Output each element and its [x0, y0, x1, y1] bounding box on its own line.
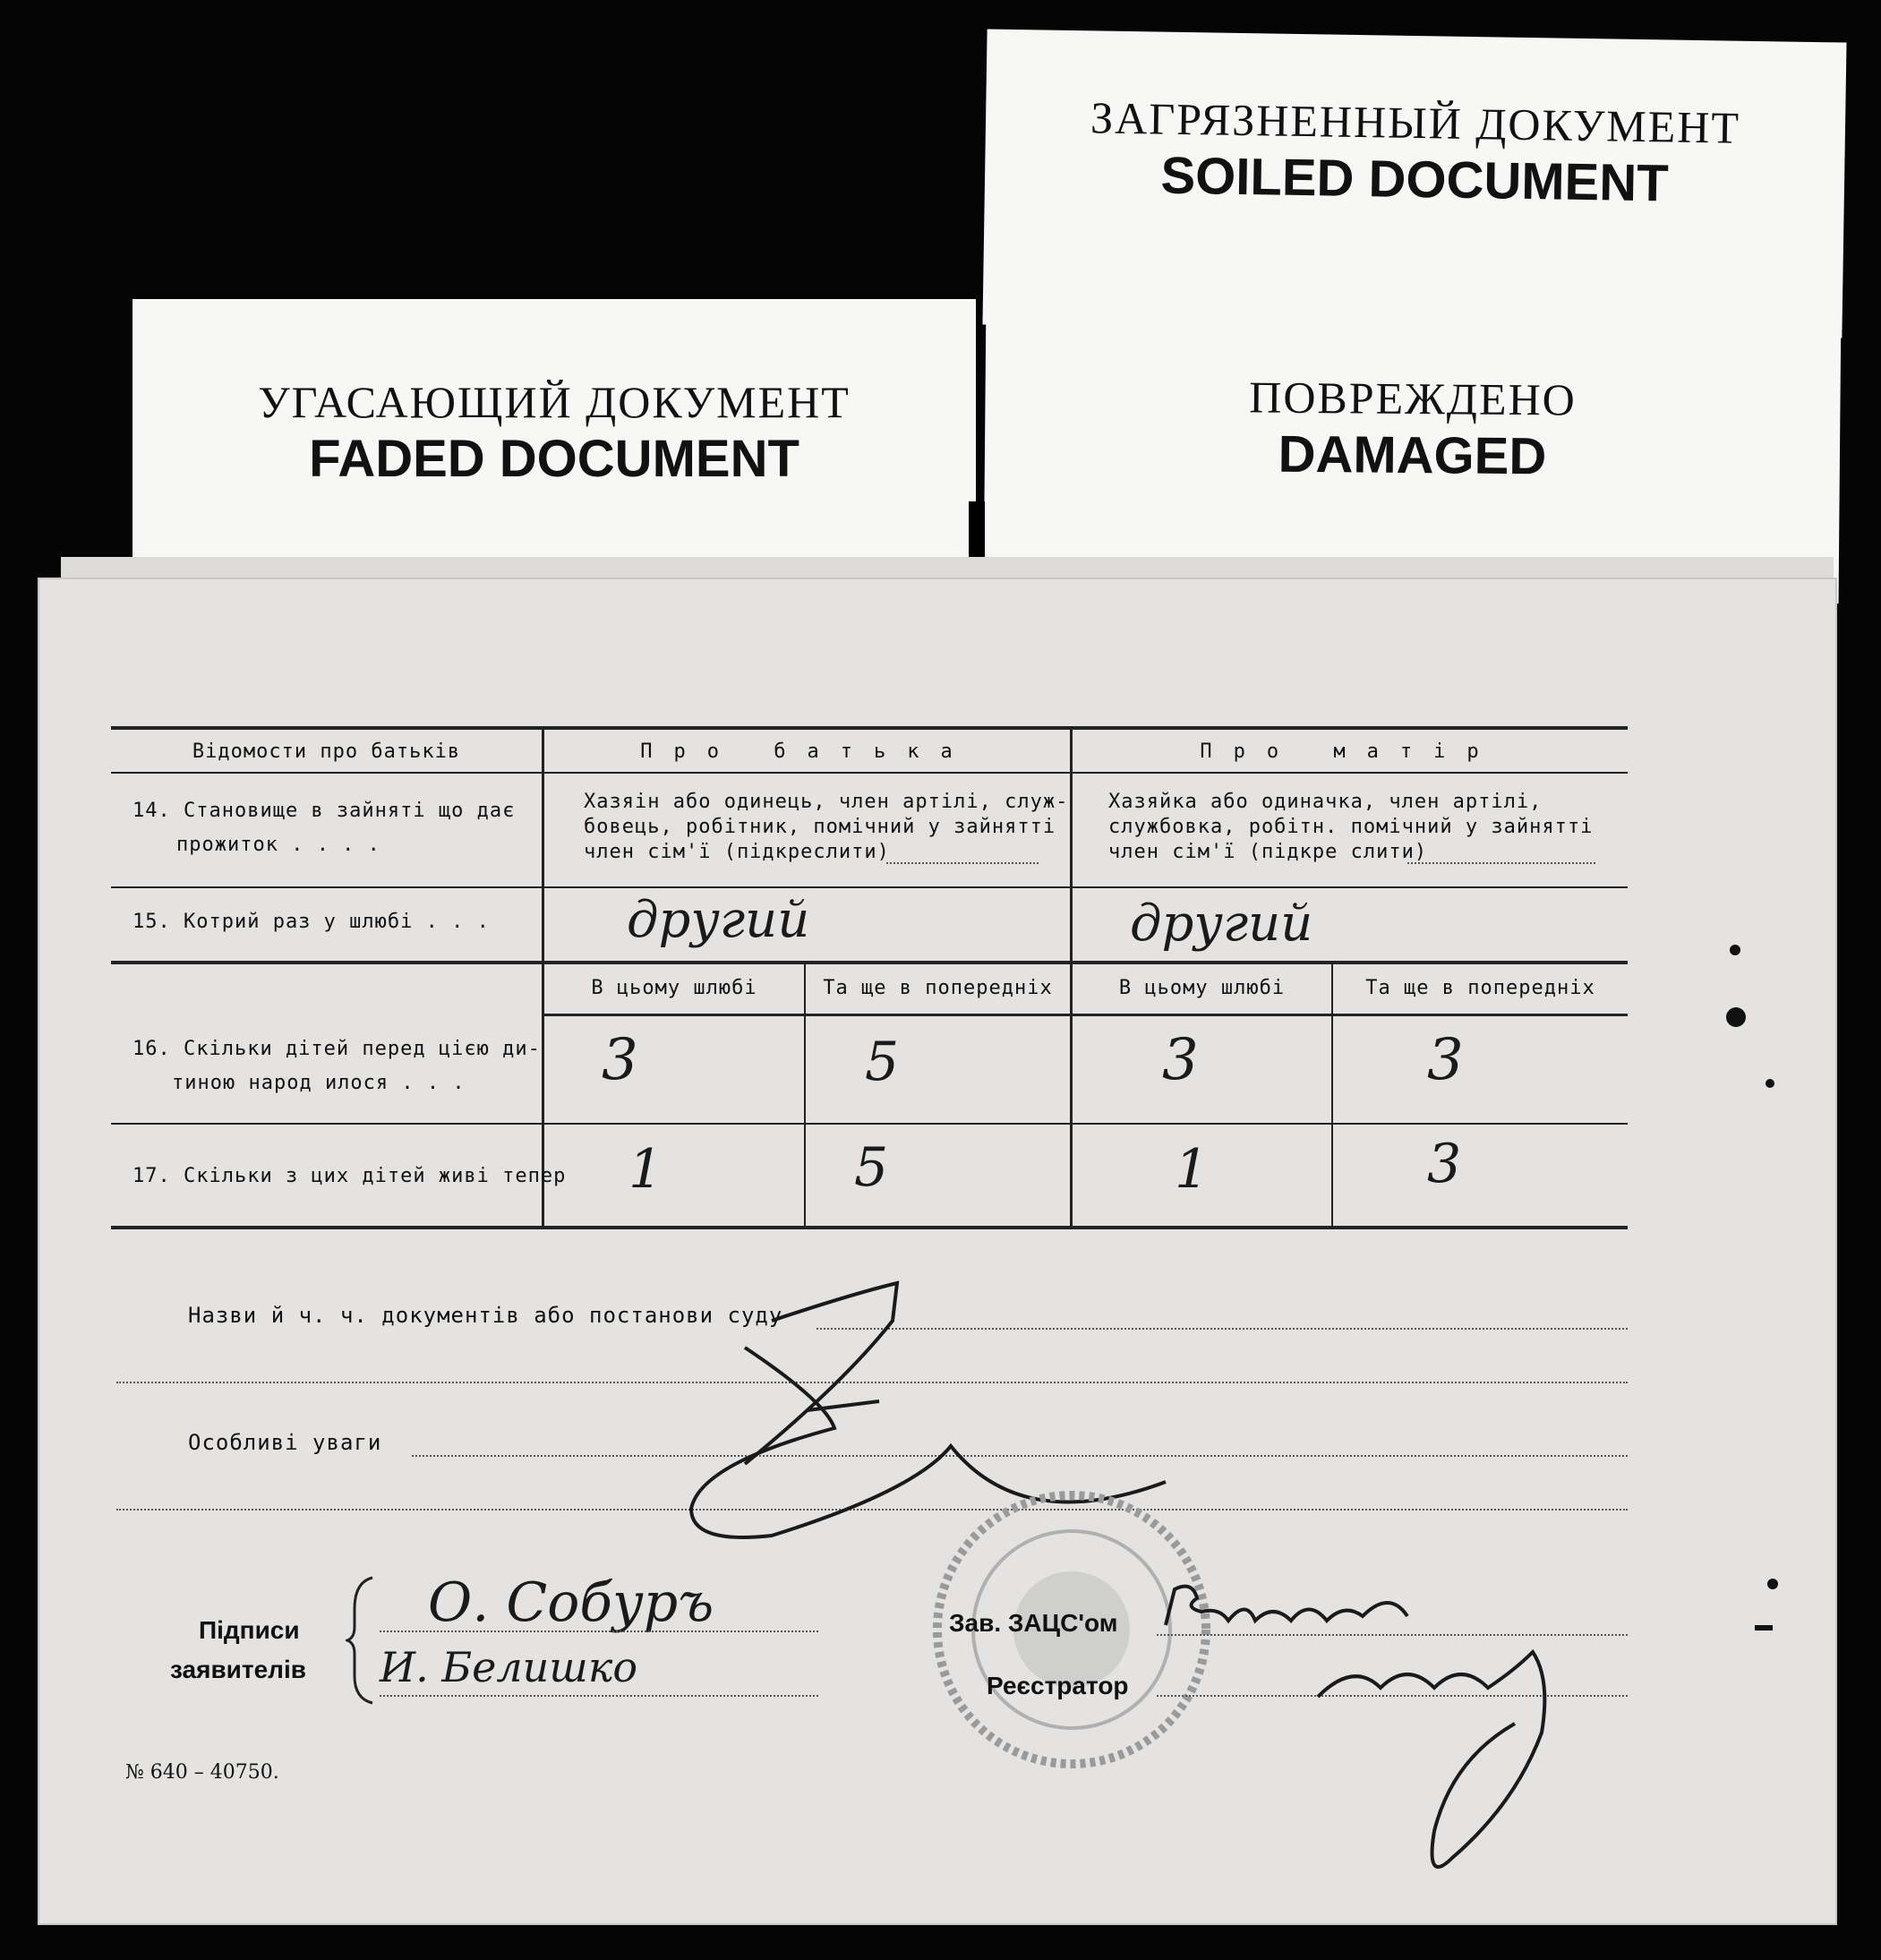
soiled-flag-en: SOILED DOCUMENT	[1160, 146, 1670, 213]
subheader-rule	[544, 1014, 1628, 1016]
head-zags-label: Зав. ЗАЦС'ом	[949, 1609, 1118, 1637]
row16-mother-previous-value: 3	[1427, 1027, 1464, 1093]
signatures-brace	[346, 1573, 381, 1708]
col-divider-mother	[1331, 963, 1333, 1228]
row14-father-dots	[886, 862, 1039, 864]
row17-label: 17. Скільки з цих дітей живі тепер	[133, 1165, 567, 1187]
row17-mother-previous-value: 3	[1427, 1133, 1462, 1195]
documents-label: Назви й ч. ч. документів або постанови суду	[188, 1303, 783, 1328]
subheader-mother-previous: Та ще в попередніх	[1365, 977, 1595, 999]
table-bottom-rule	[111, 1226, 1628, 1229]
row14-mother-dots	[1407, 862, 1595, 864]
row14-label-line1: 14. Становище в зайняті що дає	[133, 800, 516, 822]
faded-flag-ru: УГАСАЮЩИЙ ДОКУМЕНТ	[258, 377, 851, 427]
row14-father-line1: Хазяін або одинець, член артілі, служ-	[584, 791, 1069, 813]
applicant-signature-2: И. Белишко	[380, 1643, 638, 1691]
row16-label-line2: тиною народ илося . . .	[172, 1072, 466, 1094]
row17-mother-this-value: 1	[1175, 1138, 1210, 1201]
row16-father-this-value: 3	[602, 1027, 638, 1093]
margin-hole-2	[1726, 1007, 1746, 1027]
row15-rule	[111, 961, 1628, 964]
table-top-rule	[111, 726, 1628, 730]
row14-mother-line1: Хазяйка або одиначка, член артілі,	[1108, 791, 1543, 813]
signature-2-dots	[380, 1695, 818, 1697]
record-form-sheet	[38, 578, 1837, 1925]
faded-document-flag	[133, 299, 976, 595]
header-mother: Про матір	[1200, 740, 1501, 763]
row15-mother-value: другий	[1130, 894, 1313, 953]
row14-label-line2: прожиток . . . .	[176, 834, 380, 856]
soiled-flag-ru: ЗАГРЯЗНЕННЫЙ ДОКУМЕНТ	[1090, 92, 1741, 153]
row16-rule	[111, 1123, 1628, 1125]
row17-father-previous-value: 5	[854, 1136, 889, 1199]
margin-hole-3	[1766, 1079, 1774, 1088]
damaged-flag-en: DAMAGED	[1278, 424, 1547, 486]
row14-mother-line3: член сім'ї (підкре слити)	[1108, 841, 1428, 863]
signature-1-dots	[380, 1630, 818, 1632]
header-rule	[111, 772, 1628, 774]
applicant-signature-1: О. Собуръ	[428, 1571, 714, 1634]
header-parents-info: Відомости про батьків	[192, 740, 461, 763]
soiled-document-flag	[982, 29, 1846, 338]
row16-mother-this-value: 3	[1162, 1027, 1199, 1093]
row16-father-previous-value: 5	[865, 1031, 900, 1093]
form-number: № 640 – 40750.	[125, 1761, 279, 1784]
row16-label-line1: 16. Скільки дітей перед цією ди-	[133, 1038, 541, 1060]
col-divider-father	[804, 963, 806, 1228]
row14-father-line3: член сім'ї (підкреслити)	[584, 841, 890, 863]
damaged-flag-ru: ПОВРЕЖДЕНО	[1248, 372, 1577, 425]
remarks-label: Особливі уваги	[188, 1430, 382, 1455]
faded-flag-en: FADED DOCUMENT	[309, 430, 799, 488]
registrar-signature	[1300, 1625, 1586, 1894]
row14-mother-line2: службовка, робітн. помічний у зайнятті	[1108, 816, 1594, 838]
row14-rule	[111, 886, 1628, 888]
row15-father-value: другий	[627, 891, 810, 949]
row15-label: 15. Котрий раз у шлюбі . . .	[133, 911, 490, 933]
registrar-label: Реєстратор	[987, 1672, 1129, 1699]
subheader-father-previous: Та ще в попередніх	[823, 977, 1053, 999]
margin-mark	[1755, 1625, 1773, 1630]
signatures-label-line2: заявителів	[170, 1656, 306, 1683]
subheader-father-this-marriage: В цьому шлюбі	[591, 977, 757, 999]
header-father: Про батька	[640, 740, 974, 763]
row17-father-this-value: 1	[628, 1138, 663, 1201]
subheader-mother-this-marriage: В цьому шлюбі	[1118, 977, 1286, 999]
signatures-label-line1: Підписи	[199, 1616, 300, 1644]
margin-hole-1	[1730, 945, 1740, 955]
row14-father-line2: бовець, робітник, помічний у зайнятті	[584, 816, 1056, 838]
margin-hole-4	[1767, 1579, 1778, 1589]
